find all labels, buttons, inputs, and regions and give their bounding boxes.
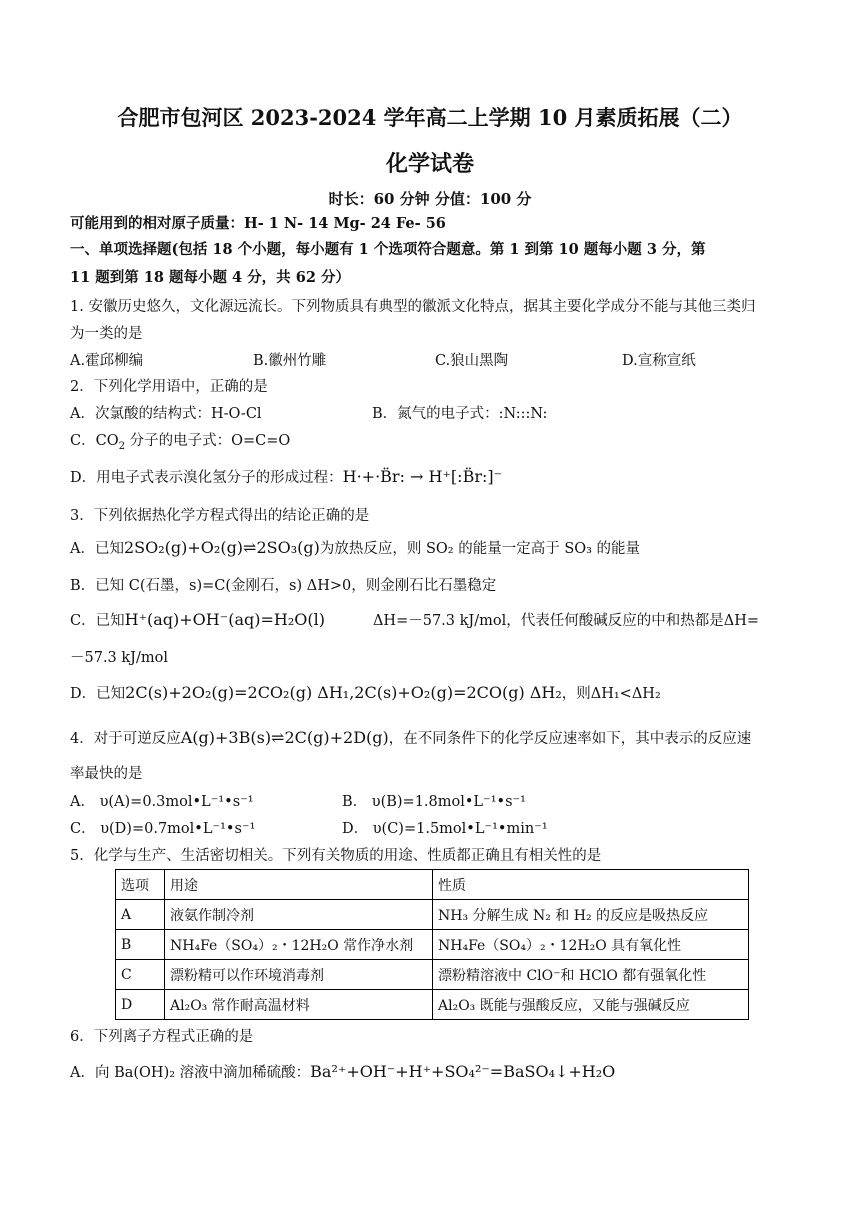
q4-stem-line2: 率最快的是 <box>70 766 143 782</box>
table-cell: 漂粉精可以作环境消毒剂 <box>165 960 433 990</box>
q1-stem-line1: 1. 安徽历史悠久，文化源远流长。下列物质具有典型的徽派文化特点，据其主要化学成分不能与其他三类归 <box>70 299 756 315</box>
q2-option-d-pre: D．用电子式表示溴化氢分子的形成过程： <box>70 470 343 486</box>
q5-stem: 5．化学与生产、生活密切相关。下列有关物质的用途、性质都正确且有相关性的是 <box>70 848 602 864</box>
q6-option-a-pre: A．向 Ba(OH)₂ 溶液中滴加稀硫酸： <box>70 1065 311 1081</box>
table-row <box>116 930 749 960</box>
atomic-mass-note: 可能用到的相对原子质量：H- 1 N- 14 Mg- 24 Fe- 56 <box>70 215 446 232</box>
q3-option-d-post: ，则ΔH₁<ΔH₂ <box>561 686 661 702</box>
q4-option-b: B． υ(B)=1.8mol•L⁻¹•s⁻¹ <box>342 794 526 810</box>
table-cell: NH₄Fe（SO₄）₂・12H₂O 具有氧化性 <box>433 930 749 960</box>
q3-option-c-cont: －57.3 kJ/mol <box>70 650 168 666</box>
table-cell: 漂粉精溶液中 ClO⁻和 HClO 都有强氧化性 <box>433 960 749 990</box>
q2-option-c-pre: C．CO <box>70 433 119 449</box>
q6-option-a <box>70 1062 615 1083</box>
table-cell: Al₂O₃ 常作耐高温材料 <box>165 990 433 1020</box>
q1-option-a: A.霍邱柳编 <box>70 353 144 369</box>
q3-option-d-eq: 2C(s)+2O₂(g)=2CO₂(g) ΔH₁,2C(s)+O₂(g)=2CO(g) ΔH₂ <box>125 683 562 702</box>
q3-option-c-post: ，代表任何酸碱反应的中和热都是ΔH= <box>506 613 759 629</box>
table-row <box>116 900 749 930</box>
q5-options-table <box>115 869 749 1020</box>
q3-option-a-eq: 2SO₂(g)+O₂(g)⇌2SO₃(g) <box>123 538 320 557</box>
table-cell: Al₂O₃ 既能与强酸反应，又能与强碱反应 <box>433 990 749 1020</box>
q3-option-c <box>70 610 759 631</box>
table-header-row <box>116 870 749 900</box>
q2-option-c-post: 分子的电子式：O=C=O <box>129 433 291 449</box>
q1-option-c: C.狼山黑陶 <box>435 353 509 369</box>
q6-stem: 6．下列离子方程式正确的是 <box>70 1029 254 1045</box>
q3-option-c-pre: C．已知 <box>70 613 125 629</box>
exam-meta: 时长：60 分钟 分值：100 分 <box>328 190 532 208</box>
q2-option-d <box>70 467 502 488</box>
q3-option-a-pre: A．已知 <box>70 541 124 557</box>
q6-option-a-eq: Ba²⁺+OH⁻+H⁺+SO₄²⁻=BaSO₄↓+H₂O <box>310 1062 616 1081</box>
q2-option-c: C．$CO_2$ 分子的电子式：O=C=O <box>70 433 291 452</box>
table-cell: NH₃ 分解生成 N₂ 和 H₂ 的反应是吸热反应 <box>433 900 749 930</box>
q3-option-a-post: 为放热反应，则 SO₂ 的能量一定高于 SO₃ 的能量 <box>319 541 641 557</box>
q2-stem: 2．下列化学用语中，正确的是 <box>70 379 268 395</box>
q4-stem-post: ，在不同条件下的化学反应速率如下，其中表示的反应速 <box>388 731 752 747</box>
q2-option-d-formula: H·+·B̈r: → H⁺[:B̈r:]⁻ <box>342 467 503 486</box>
q1-option-d: D.宣称宣纸 <box>622 353 696 369</box>
section-heading-line2: 11 题到第 18 题每小题 4 分，共 62 分） <box>70 269 350 286</box>
table-row <box>116 990 749 1020</box>
table-cell: NH₄Fe（SO₄）₂・12H₂O 常作净水剂 <box>165 930 433 960</box>
exam-subject: 化学试卷 <box>385 151 474 177</box>
table-cell: C <box>116 960 165 990</box>
q3-stem: 3．下列依据热化学方程式得出的结论正确的是 <box>70 508 370 524</box>
q4-stem-eq: A(g)+3B(s)⇌2C(g)+2D(g) <box>180 728 389 747</box>
table-header-cell: 用途 <box>165 870 433 900</box>
q4-option-a: A． υ(A)=0.3mol•L⁻¹•s⁻¹ <box>70 794 254 810</box>
table-header-cell: 选项 <box>116 870 165 900</box>
q2-option-a: A．次氯酸的结构式：H-O-Cl <box>70 406 262 422</box>
q2-option-b: B．氮气的电子式：:N:::N: <box>372 406 548 422</box>
q1-stem-line2: 为一类的是 <box>70 326 143 342</box>
table-cell: A <box>116 900 165 930</box>
q3-option-c-eq: H⁺(aq)+OH⁻(aq)=H₂O(l) <box>124 610 325 629</box>
q3-option-b: B．已知 C(石墨，s)=C(金刚石，s) ΔH>0，则金刚石比石墨稳定 <box>70 578 497 594</box>
table-cell: B <box>116 930 165 960</box>
q3-option-a <box>70 538 640 559</box>
q3-option-d <box>70 683 661 704</box>
q4-stem-line1 <box>70 728 751 749</box>
q4-option-d: D． υ(C)=1.5mol•L⁻¹•min⁻¹ <box>342 821 548 837</box>
q4-option-c: C． υ(D)=0.7mol•L⁻¹•s⁻¹ <box>70 821 256 837</box>
q1-option-b: B.徽州竹雕 <box>253 353 327 369</box>
table-cell: 液氨作制冷剂 <box>165 900 433 930</box>
table-row <box>116 960 749 990</box>
q4-stem-pre: 4．对于可逆反应 <box>70 731 181 747</box>
table-header-cell: 性质 <box>433 870 749 900</box>
table-cell: D <box>116 990 165 1020</box>
q3-option-d-pre: D．已知 <box>70 686 126 702</box>
exam-title: 合肥市包河区 2023-2024 学年高二上学期 10 月素质拓展（二） <box>117 105 743 130</box>
q3-option-c-dh: ΔH=－57.3 kJ/mol <box>372 613 507 629</box>
section-heading-line1: 一、单项选择题(包括 18 个小题，每小题有 1 个选项符合题意。第 1 到第 10 题每小题 3 分，第 <box>70 241 706 258</box>
